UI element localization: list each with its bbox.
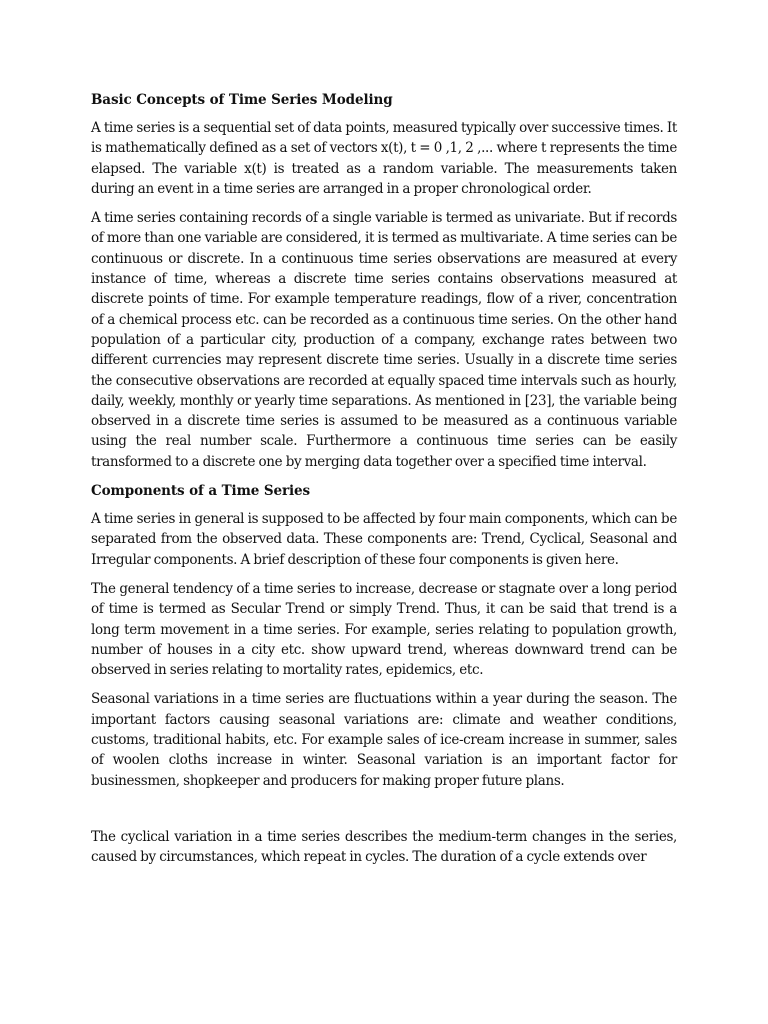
section-heading-components: Components of a Time Series (91, 483, 311, 500)
paragraph-four-components: A time series in general is supposed to be affected by four main components, which can be separated from the observed data. These components are: Trend, Cyclical, Seasonal and Irregular components. A brief description of these four components is given here. (91, 511, 677, 568)
paragraph-trend: The general tendency of a time series to increase, decrease or stagnate over a long period of time is termed as Secular Trend or simply Trend. Thus, it can be said that trend is a long term movement in a time series. For example, series relating to population growth, number of houses in a city etc. show upward trend, whereas downward trend can be observed in series relating to mortality rates, epidemics, etc. (91, 580, 677, 679)
paragraph-univariate-multivariate: A time series containing records of a single variable is termed as univariate. But if records of more than one variable are considered, it is termed as multivariate. A time series can be continuous or discrete. In a continuous time series observations are measured at every instance of time, whereas a discrete time series contains observations measured at discrete points of time. For example temperature readings, flow of a river, concentration of a chemical process etc. can be recorded as a continuous time series. On the other hand population of a particular city, production of a company, exchange rates between two different currencies may represent discrete time series. Usually in a discrete time series the consecutive observations are recorded at equally spaced time intervals such as hourly, daily, weekly, monthly or yearly time separations. As mentioned in [23], the variable being observed in a discrete time series is assumed to be measured as a continuous variable using the real number scale. Furthermore a continuous time series can be easily transformed to a discrete one by merging data together over a specified time interval. (91, 210, 677, 470)
document-page (91, 90, 677, 877)
paragraph-time-series-definition: A time series is a sequential set of data points, measured typically over successive times. It is mathematically defined as a set of vectors x(t), t = 0 ,1, 2 ,... where t represents the time elapsed. The variable x(t) is treated as a random variable. The measurements taken during an event in a time series are arranged in a proper chronological order. (91, 120, 677, 197)
paragraph-seasonal: Seasonal variations in a time series are fluctuations within a year during the season. The important factors causing seasonal variations are: climate and weather conditions, customs, traditional habits, etc. For example sales of ice-cream increase in summer, sales of woolen cloths increase in winter. Seasonal variation is an important factor for businessmen, shopkeeper and producers for making proper future plans. (91, 691, 677, 789)
spacer (91, 800, 677, 827)
paragraph-cyclical: The cyclical variation in a time series describes the medium-term changes in the series, caused by circumstances, which repeat in cycles. The duration of a cycle extends over (91, 828, 677, 866)
section-heading-basic-concepts: Basic Concepts of Time Series Modeling (91, 92, 393, 108)
